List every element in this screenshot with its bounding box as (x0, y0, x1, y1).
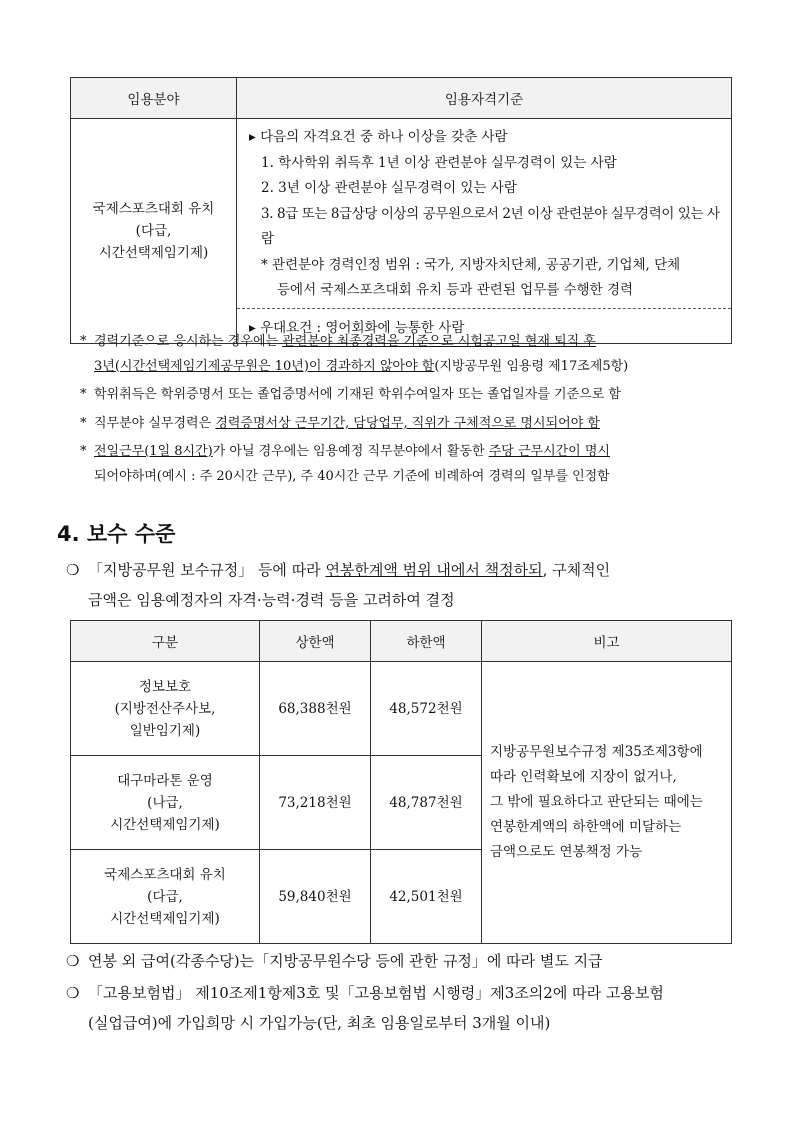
lower-cell: 48,572천원 (371, 662, 482, 756)
circle-bullet-icon: ❍ (66, 561, 80, 579)
note-4: * 전일근무(1일 8시간)가 아닐 경우에는 임용예정 직무분야에서 활동한 주당 근무시간이 명시 되어야하며(예시 : 주 20시간 근무), 주 40시간 근무 기준에 비례하여 경력의 일부를 인정함 (80, 444, 610, 484)
field-cell (71, 119, 237, 344)
field-line-2: (다급, (135, 222, 172, 239)
triangle-bullet-icon: ▸ (249, 319, 256, 336)
field-line-3: 시간선택제임기제) (98, 244, 209, 261)
career-note-line-1: * 관련분야 경력인정 범위 : 국가, 지방자치단체, 공공기관, 기업체, 단체 (261, 256, 681, 273)
note-2: * 학위취득은 학위증명서 또는 졸업증명서에 기재된 학위수여일자 또는 졸업일자를 기준으로 함 (80, 387, 621, 402)
header-remark: 비고 (482, 621, 732, 662)
criteria-item-2: 2. 3년 이상 관련분야 실무경력이 있는 사람 (261, 180, 517, 196)
header-field: 임용분야 (71, 78, 237, 119)
header-lower: 하한액 (371, 621, 482, 662)
lower-cell: 48,787천원 (371, 756, 482, 850)
header-criteria: 임용자격기준 (237, 78, 732, 119)
note-3: * 직무분야 실무경력은 경력증명서상 근무기간, 담당업무, 직위가 구체적으로 명시되어야 함 (80, 415, 600, 431)
header-upper: 상한액 (260, 621, 371, 662)
salary-table (70, 620, 732, 944)
preference-cell: ▸ 우대요건 : 영어회화에 능통한 사람 (237, 308, 732, 343)
upper-cell: 73,218천원 (260, 756, 371, 850)
lower-cell: 42,501천원 (371, 850, 482, 944)
allowance-paragraph: ❍ 연봉 외 급여(각종수당)는「지방공무원수당 등에 관한 규정」에 따라 별도 지급 (66, 946, 736, 976)
triangle-bullet-icon: ▸ (249, 129, 256, 145)
insurance-paragraph: ❍ 「고용보험법」 제10조제1항제3호 및「고용보험법 시행령」제3조의2에 따라 고용보험 (실업급여)에 가입희망 시 가입가능(단, 최초 임용일로부터 3개월 이내) (66, 978, 736, 1038)
header-division: 구분 (71, 621, 260, 662)
remark-cell: 지방공무원보수규정 제35조제3항에 따라 인력확보에 지장이 없거나, 그 밖에 필요하다고 판단되는 때에는 연봉한계액의 하한액에 미달하는 금액으로도 연봉책정 가능 (482, 662, 732, 944)
notes (80, 330, 730, 493)
criteria-intro: ▸ 다음의 자격요건 중 하나 이상을 갖춘 사람 (249, 129, 508, 145)
salary-paragraph: ❍ 「지방공무원 보수규정」 등에 따라 연봉한계액 범위 내에서 책정하되, 구체적인 금액은 임용예정자의 자격·능력·경력 등을 고려하여 결정 (66, 555, 736, 615)
upper-cell: 59,840천원 (260, 850, 371, 944)
section-title: 4. 보수 수준 (57, 522, 176, 546)
division-cell: 정보보호 (지방전산주사보, 일반임기제) (71, 662, 260, 756)
circle-bullet-icon: ❍ (66, 984, 80, 1002)
qualification-table (70, 77, 732, 344)
field-line-1: 국제스포츠대회 유치 (92, 200, 215, 217)
career-note-line-2: 등에서 국제스포츠대회 유치 등과 관련된 업무를 수행한 경력 (277, 282, 634, 298)
upper-cell: 68,388천원 (260, 662, 371, 756)
note-1: * 경력기준으로 응시하는 경우에는 관련분야 최종경력을 기준으로 시험공고일 현재 퇴직 후 3년(시간선택제임기제공무원은 10년)이 경과하지 않아야 함(지방공무원 임용령 제17조제5항) (80, 334, 629, 374)
criteria-item-1: 1. 학사학위 취득후 1년 이상 관련분야 실무경력이 있는 사람 (261, 154, 617, 171)
criteria-item-3: 3. 8급 또는 8급상당 이상의 공무원으로서 2년 이상 관련분야 실무경력이 있는 사람 (261, 205, 720, 247)
division-cell: 국제스포츠대회 유치 (다급, 시간선택제임기제) (71, 850, 260, 944)
division-cell: 대구마라톤 운영 (나급, 시간선택제임기제) (71, 756, 260, 850)
table-row (71, 662, 732, 756)
criteria-cell (237, 119, 732, 309)
circle-bullet-icon: ❍ (66, 952, 80, 970)
